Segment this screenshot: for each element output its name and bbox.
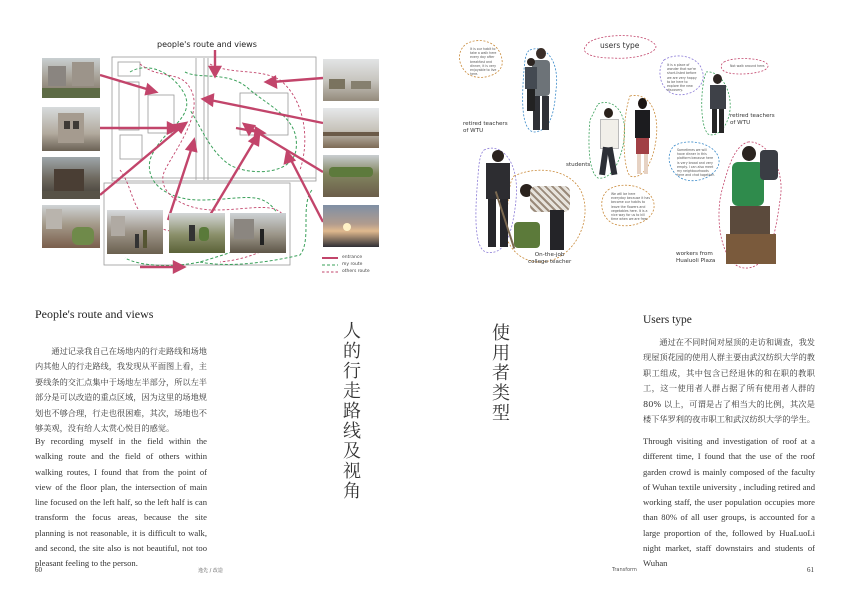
- left-footer: 逸先 / 改造: [198, 568, 223, 574]
- bubble-not-walk: Not walk around here.: [730, 64, 766, 68]
- users-vertical-title: 使用者类型: [489, 323, 510, 423]
- route-figure-title: people's route and views: [157, 40, 257, 49]
- bubble-walk-habit: It is our habit to take a walk here every day after breakfast and dinner, it is very enjoyable to live here.: [470, 47, 497, 77]
- route-english-text: By recording myself in the field within the walking route and the field of others within walking routes, I found that from the point of view of the floor plan, the intersection of main line focused on the left half, so the left half is can transform the focus areas, because the site planning is not reasonable, it is difficult to walk, and second, the site also is not beautiful, not too pleasant feeling to the person.: [35, 436, 207, 569]
- route-section-title: People's route and views: [35, 307, 154, 321]
- label-workers: workers from Hualuoli Plaza: [676, 251, 716, 264]
- route-chinese-text: 通过记录我自己在场地内的行走路线和场地内其他人的行走路线，我发现从平面图上看，主要线条的交汇点集中于场地左半部分，所以左半部分是可以改造的重点区域，因为这里的场地规划也不够合理，行走也很困难，其次，场地也不够美观，没有给人太赏心悦目的感觉。: [35, 346, 207, 434]
- route-vertical-title: 人的行走路线及视角: [340, 321, 361, 501]
- legend-my-route: my route: [342, 262, 363, 267]
- person-college-teacher-2: [512, 176, 582, 258]
- person-student-1: [596, 108, 622, 178]
- legend-entrance: entrance: [342, 255, 363, 260]
- right-footer: Transform: [612, 567, 637, 573]
- legend-others-route: others route: [342, 269, 370, 274]
- left-page-number: 60: [35, 566, 42, 574]
- bubble-place-of-wonder: It is a place of wonder that we're short-listed before we are very happy to be here to explore the new discovery.: [667, 63, 697, 93]
- person-college-teacher-1: [482, 150, 514, 250]
- label-students: students: [566, 162, 591, 168]
- users-section-title: Users type: [643, 314, 692, 326]
- users-figure-title: users type: [600, 41, 640, 50]
- right-page-number: 61: [807, 566, 814, 574]
- users-chinese-text: 通过在不同时间对屋顶的走访和调查，我发现屋顶花园的使用人群主要由武汉纺织大学的教职工组成，其中包含已经退休的和在职的教职工，这一使用者人群占据了所有使用者人群的 80% 以上，可谓是占了相当大的比例，其次是楼下华罗利的夜市职工和武汉纺织大学的学生。: [643, 337, 815, 425]
- person-student-2: [632, 98, 654, 176]
- person-retired-teacher-2: [524, 58, 538, 112]
- label-retired-teachers-right: retired teachers of WTU: [730, 113, 775, 126]
- label-retired-teachers-left: retired teachers of WTU: [463, 121, 508, 134]
- bubble-dinner-platform: Sometimes we will have dinner in this platform because here is very broad and very empty. I can also meet my neighbourhoods here and chat together.: [677, 148, 715, 178]
- person-worker: [724, 146, 780, 266]
- label-college-teacher: On-the-job college teacher: [528, 252, 572, 265]
- users-english-text: Through visiting and investigation of roof at a different time, I found that the use of the roof garden crowd is mainly composed of the faculty of Wuhan textile university , including retired and working staff, the user population occupies more than 80% of all user groups, is accounted for a large proportion of the, followed by HuaLuoLi night market, staff downstairs and students of Wuhan: [643, 436, 815, 569]
- bubble-flowers-habit: We will be here everyday because it has become our habits to leave the flowers and vegetables here. It is a nice way for us to kill time when we are free.: [611, 192, 651, 222]
- person-retired-teacher-3: [708, 74, 728, 134]
